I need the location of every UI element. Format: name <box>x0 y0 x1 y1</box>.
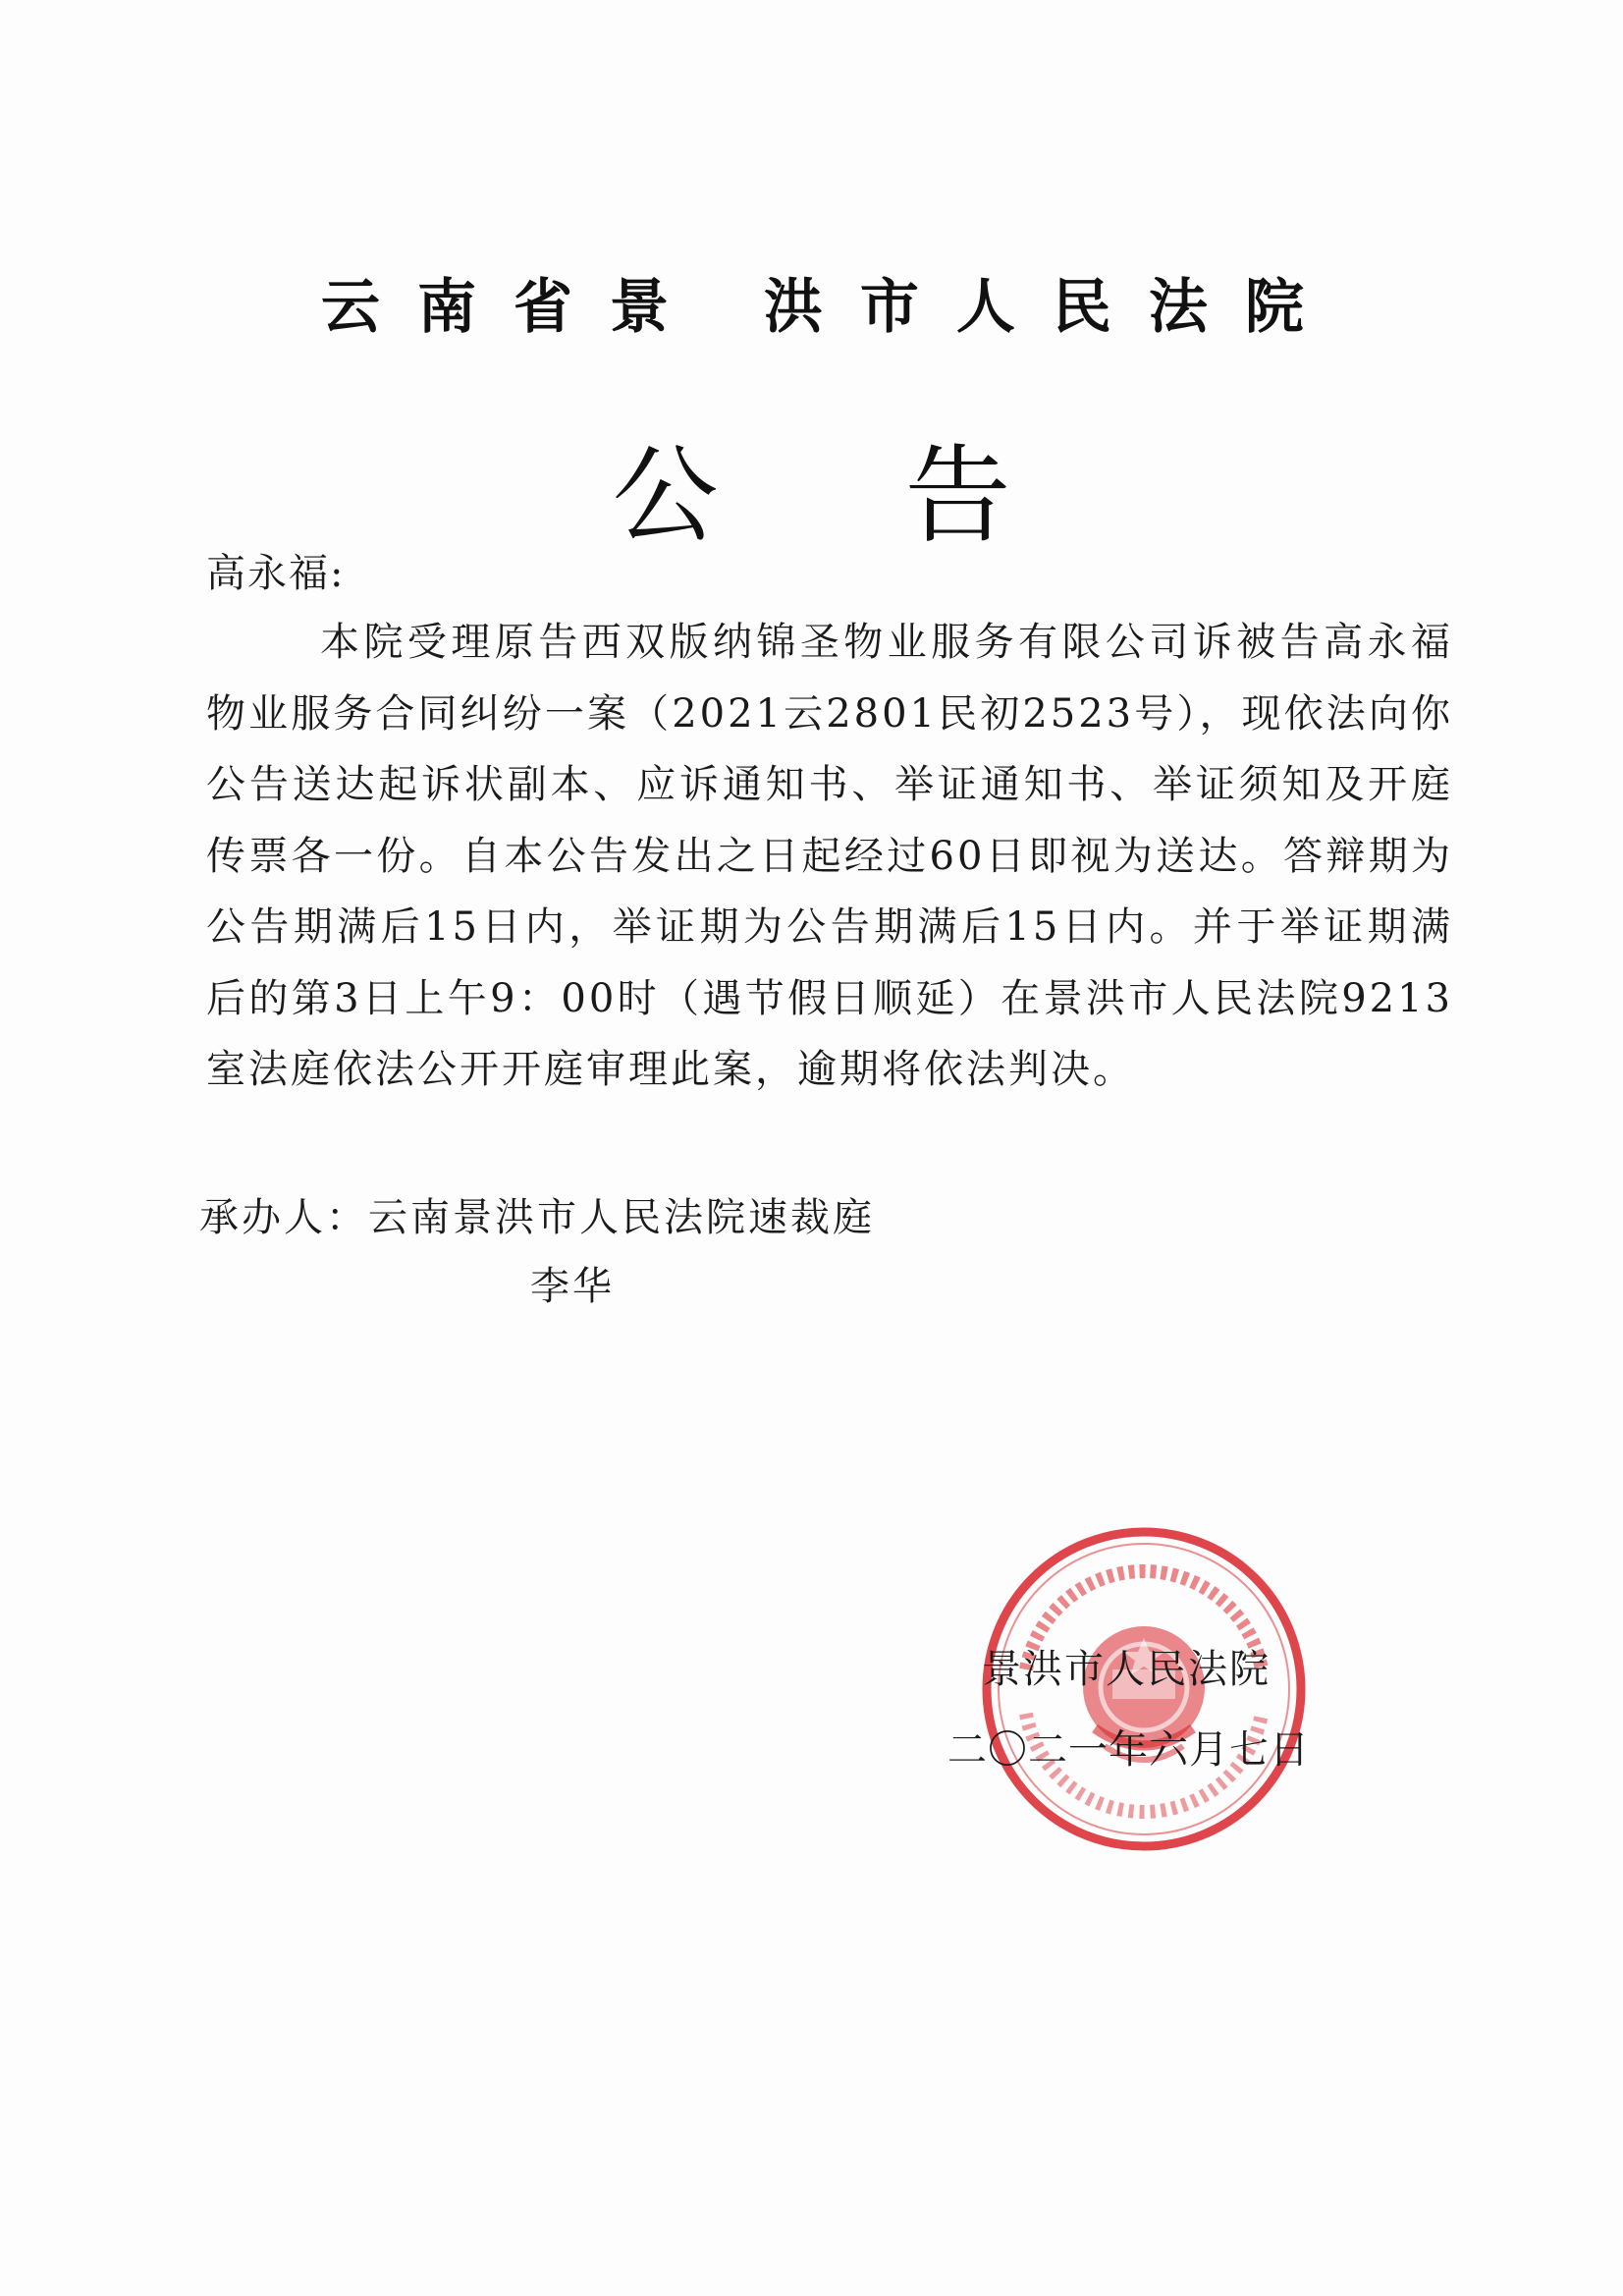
document-title: 公告 <box>612 435 1198 558</box>
court-name-heading: 云南省景 洪市人民法院 <box>321 273 1341 342</box>
signing-date: 二〇二一年六月七日 <box>947 1727 1310 1773</box>
handler-line: 承办人：云南景洪市人民法院速裁庭 <box>199 1195 875 1240</box>
signing-organization: 景洪市人民法院 <box>982 1647 1271 1692</box>
addressee: 高永福: <box>206 551 346 596</box>
handler-name: 李华 <box>530 1264 615 1309</box>
notice-body: 本院受理原告西双版纳锦圣物业服务有限公司诉被告高永福物业服务合同纠纷一案（2021云2801民初2523号），现依法向你公告送达起诉状副本、应诉通知书、举证通知书、举证须知及开庭传票各一份。自本公告发出之日起经过60日即视为送达。答辩期为公告期满后15日内，举证期为公告期满后15日内。并于举证期满后的第3日上午9：00时（遇节假日顺延）在景洪市人民法院9213室法庭依法公开开庭审理此案，逾期将依法判决。 <box>206 620 1453 1092</box>
